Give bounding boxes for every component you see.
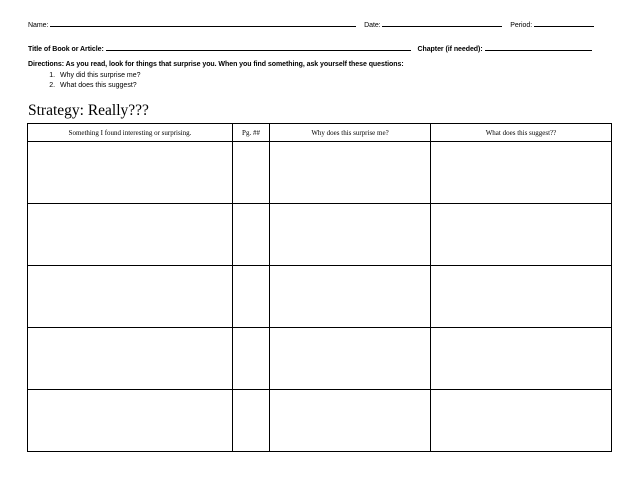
cell-why[interactable] — [270, 390, 431, 452]
cell-why[interactable] — [270, 328, 431, 390]
chapter-blank[interactable] — [485, 43, 592, 51]
cell-suggest[interactable] — [431, 390, 612, 452]
cell-page[interactable] — [233, 204, 270, 266]
cell-why[interactable] — [270, 204, 431, 266]
chapter-label: Chapter (if needed): — [417, 46, 483, 53]
table-row — [28, 142, 612, 204]
column-header-interesting: Something I found interesting or surprising. — [28, 124, 233, 142]
cell-page[interactable] — [233, 266, 270, 328]
strategy-title: Strategy: Really??? — [28, 102, 149, 119]
cell-why[interactable] — [270, 266, 431, 328]
title-label: Title of Book or Article: — [28, 46, 104, 53]
cell-interesting[interactable] — [28, 266, 233, 328]
table-row — [28, 204, 612, 266]
column-header-why: Why does this surprise me? — [270, 124, 431, 142]
period-blank[interactable] — [534, 19, 594, 27]
name-label: Name: — [28, 22, 49, 29]
cell-interesting[interactable] — [28, 142, 233, 204]
cell-suggest[interactable] — [431, 204, 612, 266]
cell-suggest[interactable] — [431, 328, 612, 390]
cell-interesting[interactable] — [28, 328, 233, 390]
response-table — [27, 123, 612, 452]
period-label: Period: — [510, 22, 533, 29]
name-blank[interactable] — [50, 19, 356, 27]
column-header-page: Pg. ## — [233, 124, 270, 142]
date-blank[interactable] — [382, 19, 502, 27]
question-item: 2. What does this suggest? — [57, 81, 141, 91]
question-list — [28, 71, 141, 91]
table-header-row — [28, 124, 612, 142]
question-item: 1. Why did this surprise me? — [57, 71, 141, 81]
cell-page[interactable] — [233, 328, 270, 390]
cell-interesting[interactable] — [28, 204, 233, 266]
cell-interesting[interactable] — [28, 390, 233, 452]
date-label: Date: — [364, 22, 381, 29]
cell-suggest[interactable] — [431, 266, 612, 328]
cell-page[interactable] — [233, 390, 270, 452]
directions-text: Directions: As you read, look for things that surprise you. When you find something, ask yourself these questions: — [28, 61, 404, 68]
table-row — [28, 266, 612, 328]
cell-why[interactable] — [270, 142, 431, 204]
table-row — [28, 390, 612, 452]
cell-suggest[interactable] — [431, 142, 612, 204]
header-info-line — [28, 19, 594, 29]
column-header-suggest: What does this suggest?? — [431, 124, 612, 142]
title-blank[interactable] — [106, 43, 411, 51]
table-row — [28, 328, 612, 390]
cell-page[interactable] — [233, 142, 270, 204]
title-line — [28, 43, 592, 53]
